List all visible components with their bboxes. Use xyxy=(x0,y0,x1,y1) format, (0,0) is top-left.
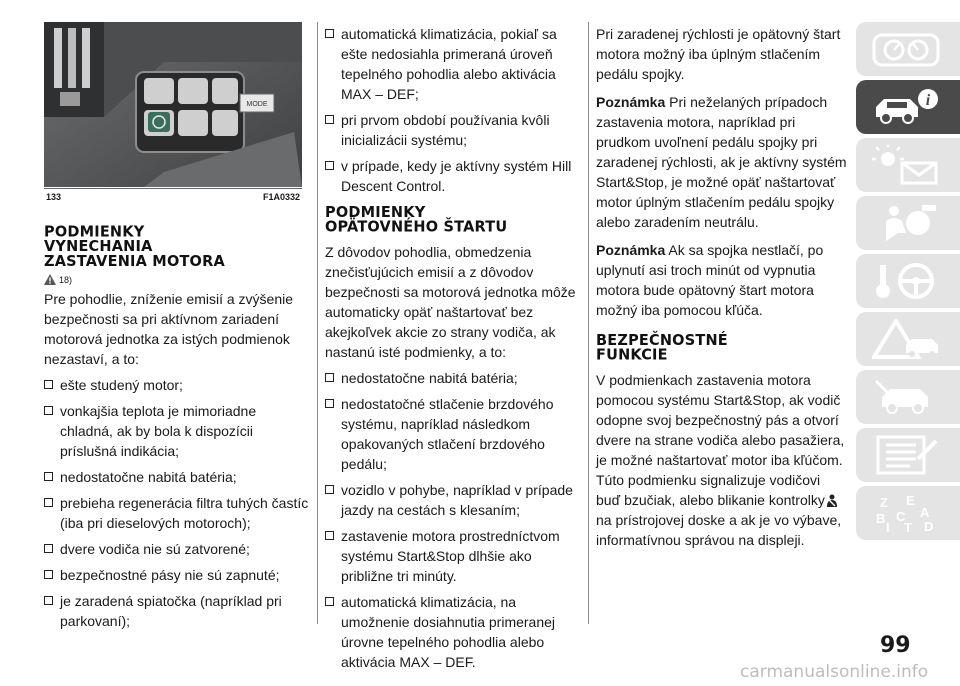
column-3 xyxy=(596,24,848,550)
list-item: prebieha regenerácia filtra tuhých častíc (iba pri dieselových motoroch); xyxy=(44,493,312,533)
section-title-skip-conditions: PODMIENKY VYNECHANIA ZASTAVENIA MOTORA xyxy=(44,223,225,271)
watermark: carmanualsonline.info xyxy=(740,662,929,682)
list-item: zastavenie motora prostredníctvom systému Start&Stop dlhšie ako približne tri minúty. xyxy=(325,526,583,586)
index-letter: B xyxy=(876,511,886,526)
figure-caption xyxy=(44,188,302,203)
dashboard-gauges-icon xyxy=(872,29,942,69)
checkbox-bullet-icon xyxy=(44,570,53,579)
checkbox-bullet-icon xyxy=(44,380,53,389)
section1-intro: Pre pohodlie, zníženie emisií a zvýšenie bezpečnosti sa pri aktívnom zariadení motorová jednotka za istých podmienok nezastaví, a to: xyxy=(44,291,294,367)
seatbelt-warning-icon xyxy=(825,494,839,507)
note-1: Poznámka Pri neželaných prípadoch zastavenia motora, napríklad pri prudkom uvoľnení pedálu spojky pri zaradenej rýchlosti, ak je aktívny systém Start&Stop, je možné opäť naštartovať motor úplným stlačením pedálu spojky alebo zaradením neutrálu. xyxy=(596,94,847,230)
list-item: nedostatočné stlačenie brzdového systému, napríklad následkom opakovaných stlačení brzdového pedálu; xyxy=(325,394,583,474)
checkbox-bullet-icon xyxy=(44,544,53,553)
tab-safety[interactable] xyxy=(856,196,960,250)
list-item: vonkajšia teplota je mimoriadne chladná, ak by bola k dispozícii príslušná indikácia; xyxy=(44,401,312,461)
lights-mail-icon xyxy=(872,145,942,185)
car-info-icon xyxy=(872,87,942,127)
list-item: bezpečnostné pásy nie sú zapnuté; xyxy=(44,565,312,585)
index-letter: A xyxy=(920,505,930,520)
index-letter: D xyxy=(924,519,934,533)
note-2: Poznámka Ak sa spojka nestlačí, po uplynutí asi troch minút od vypnutia motora bude opätovný štart motora možný iba pomocou kľúča. xyxy=(596,242,824,318)
checkbox-bullet-icon xyxy=(325,373,334,382)
tab-dashboard[interactable] xyxy=(856,22,960,76)
column-divider xyxy=(588,22,589,624)
figure-133-photo xyxy=(44,22,302,187)
airbag-safety-icon xyxy=(872,203,942,243)
clutch-restart-paragraph: Pri zaradenej rýchlosti je opätovný štart motora možný iba úplným stlačením pedálu spojky. xyxy=(596,26,841,82)
column-1 xyxy=(44,223,312,631)
page-number: 99 xyxy=(880,633,911,658)
alphabet-index-icon xyxy=(872,493,942,533)
index-letter: T xyxy=(904,520,912,533)
tab-technical-data[interactable] xyxy=(856,428,960,482)
list-item: vozidlo v pohybe, napríklad v prípade jazdy na cestách s klesaním; xyxy=(325,480,583,520)
figure-number: 133 xyxy=(46,192,62,202)
checkbox-bullet-icon xyxy=(325,531,334,540)
tab-lights[interactable] xyxy=(856,138,960,192)
list-item: pri prvom období používania kvôli inicializácii systému; xyxy=(325,110,583,150)
car-tools-icon xyxy=(872,377,942,417)
section2-intro: Z dôvodov pohodlia, obmedzenia znečisťujúcich emisií a z dôvodov bezpečnosti sa motorová jednotka môže automaticky opäť naštartovať bez akejkoľvek akcie zo strany vodiča, ak nastanú isté podmienky, a to: xyxy=(325,244,576,360)
checkbox-bullet-icon xyxy=(44,406,53,415)
figure-code: F1A0332 xyxy=(262,192,300,202)
chapter-tabs xyxy=(856,22,960,544)
list-item: dvere vodiča nie sú zatvorené; xyxy=(44,539,312,559)
list-item: ešte studený motor; xyxy=(44,375,312,395)
tab-maintenance[interactable] xyxy=(856,370,960,424)
start-stop-button-panel-illustration xyxy=(44,22,302,187)
list-item: automatická klimatizácia, pokiaľ sa ešte nedosiahla primeraná úroveň tepelného pohodlia alebo aktivácia MAX – DEF; xyxy=(325,24,583,104)
tab-index[interactable] xyxy=(856,486,960,540)
mode-label: MODE xyxy=(246,101,268,108)
list-item: automatická klimatizácia, na umožnenie dosiahnutia primeranej úrovne tepelného pohodlia alebo aktivácia MAX – DEF. xyxy=(325,592,583,672)
svg-text:i: i xyxy=(925,92,931,109)
list-item: je zaradená spiatočka (napríklad pri parkovaní); xyxy=(44,591,312,631)
warning-reference: 18) xyxy=(44,274,312,285)
column-2 xyxy=(325,24,583,672)
warning-car-icon xyxy=(872,319,942,359)
key-steering-icon xyxy=(872,261,942,301)
checkbox-bullet-icon xyxy=(325,115,334,124)
checkbox-bullet-icon xyxy=(44,498,53,507)
safety-paragraph: V podmienkach zastavenia motora pomocou systému Start&Stop, ak vodič odopne svoj bezpečnostný pás a otvorí dvere na strane vodiča alebo pasažiera, je možné naštartovať motor iba kľúčom. Túto podmienku signalizuje vodičovi buď bzučiak, alebo blikanie kontrolkyna prístrojovej doske a ak je vo výbave, informatívnou správou na displeji. xyxy=(596,372,845,548)
index-letter: C xyxy=(896,509,906,524)
column-divider xyxy=(317,22,318,624)
index-letter: Z xyxy=(880,495,888,510)
warning-triangle-icon xyxy=(44,274,56,285)
tab-emergency[interactable] xyxy=(856,312,960,366)
tab-car-info[interactable] xyxy=(856,80,960,134)
checkbox-bullet-icon xyxy=(325,597,334,606)
checkbox-bullet-icon xyxy=(325,161,334,170)
checkbox-bullet-icon xyxy=(44,472,53,481)
index-letter: E xyxy=(906,493,915,508)
list-item: v prípade, kedy je aktívny systém Hill Descent Control. xyxy=(325,156,583,196)
checkbox-bullet-icon xyxy=(325,399,334,408)
section-title-safety-functions: BEZPEČNOSTNÉ FUNKCIE xyxy=(596,332,728,364)
section-title-restart-conditions: PODMIENKY OPÄTOVNÉHO ŠTARTU xyxy=(325,204,508,236)
checkbox-bullet-icon xyxy=(325,485,334,494)
index-letter: I xyxy=(886,520,890,533)
tab-starting-driving[interactable] xyxy=(856,254,960,308)
checkbox-bullet-icon xyxy=(325,29,334,38)
checkbox-bullet-icon xyxy=(44,596,53,605)
list-item: nedostatočne nabitá batéria; xyxy=(325,368,583,388)
list-item: nedostatočne nabitá batéria; xyxy=(44,467,312,487)
spec-list-icon xyxy=(872,435,942,475)
